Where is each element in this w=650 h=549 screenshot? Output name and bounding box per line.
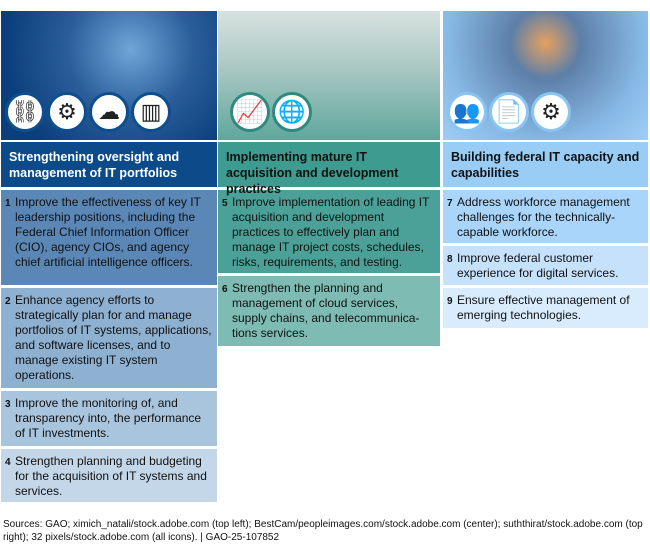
item-text: Improve federal customer experience for digital services.	[457, 251, 619, 280]
item-text: Address workforce management challenges for the technically-capable workforce.	[457, 195, 630, 239]
list-item	[218, 276, 440, 346]
column-capacity	[443, 11, 648, 328]
item-number: 3	[5, 399, 11, 410]
column-portfolios	[1, 11, 217, 502]
item-text: Improve the effectiveness of key IT leadership positions, including the Federal Chief Information Officer (CIO), agency CIOs, and agency chief artificial intelligence officers.	[15, 195, 201, 269]
item-text: Improve the monitoring of, and transparency into, the performance of IT investments.	[15, 396, 202, 440]
column-title: Strengthening oversight and management of IT portfolios	[1, 142, 217, 187]
item-text: Strengthen planning and budgeting for the acquisition of IT systems and services.	[15, 454, 207, 498]
list-item	[1, 288, 217, 388]
item-number: 7	[447, 198, 453, 209]
item-number: 2	[5, 296, 11, 307]
network-icon: ⛓	[5, 92, 45, 132]
column-acquisition	[218, 11, 440, 346]
item-number: 4	[5, 457, 11, 468]
item-number: 5	[222, 198, 228, 209]
cloud-search-icon: ☁	[89, 92, 129, 132]
list-item	[443, 190, 648, 243]
people-network-icon: 👥	[447, 92, 487, 132]
column-title: Implementing mature IT acquisition and development practices	[218, 142, 440, 187]
item-number: 8	[447, 254, 453, 265]
item-text: Enhance agency efforts to strategically plan for and manage portfolios of IT systems, applications, and software licenses, and to manage existing IT system operations.	[15, 293, 212, 382]
list-item	[1, 449, 217, 502]
item-text: Ensure effective management of emerging technologies.	[457, 293, 630, 322]
list-item	[443, 246, 648, 285]
globe-network-icon: 🌐	[272, 92, 312, 132]
item-text: Improve implementation of leading IT acquisition and development practices to effectively plan and manage IT project costs, schedules, risks, requirements, and testing.	[232, 195, 430, 269]
photo-acquisition	[218, 11, 440, 140]
photo-portfolios	[1, 11, 217, 140]
list-item	[443, 288, 648, 328]
column-title: Building federal IT capacity and capabilities	[443, 142, 648, 187]
item-number: 1	[5, 198, 11, 209]
item-text: Strengthen the planning and management of cloud services, supply chains, and telecommunica-tions services.	[232, 281, 420, 340]
item-number: 6	[222, 284, 228, 295]
gears-icon: ⚙	[531, 92, 571, 132]
gear-clock-icon: ⚙	[47, 92, 87, 132]
list-item	[218, 190, 440, 273]
growth-chart-icon: 📈	[230, 92, 270, 132]
list-item	[1, 190, 217, 285]
item-number: 9	[447, 296, 453, 307]
source-note: Sources: GAO; ximich_natali/stock.adobe.com (top left); BestCam/peopleimages.com/stock.adobe.com (center); suththirat/stock.adobe.com (top right); 32 pixels/stock.adobe.com (all icons). | GAO-25-107852	[3, 519, 643, 543]
monitor-chart-icon: ▥	[131, 92, 171, 132]
photo-capacity	[443, 11, 648, 140]
document-icon: 📄	[489, 92, 529, 132]
list-item	[1, 391, 217, 446]
